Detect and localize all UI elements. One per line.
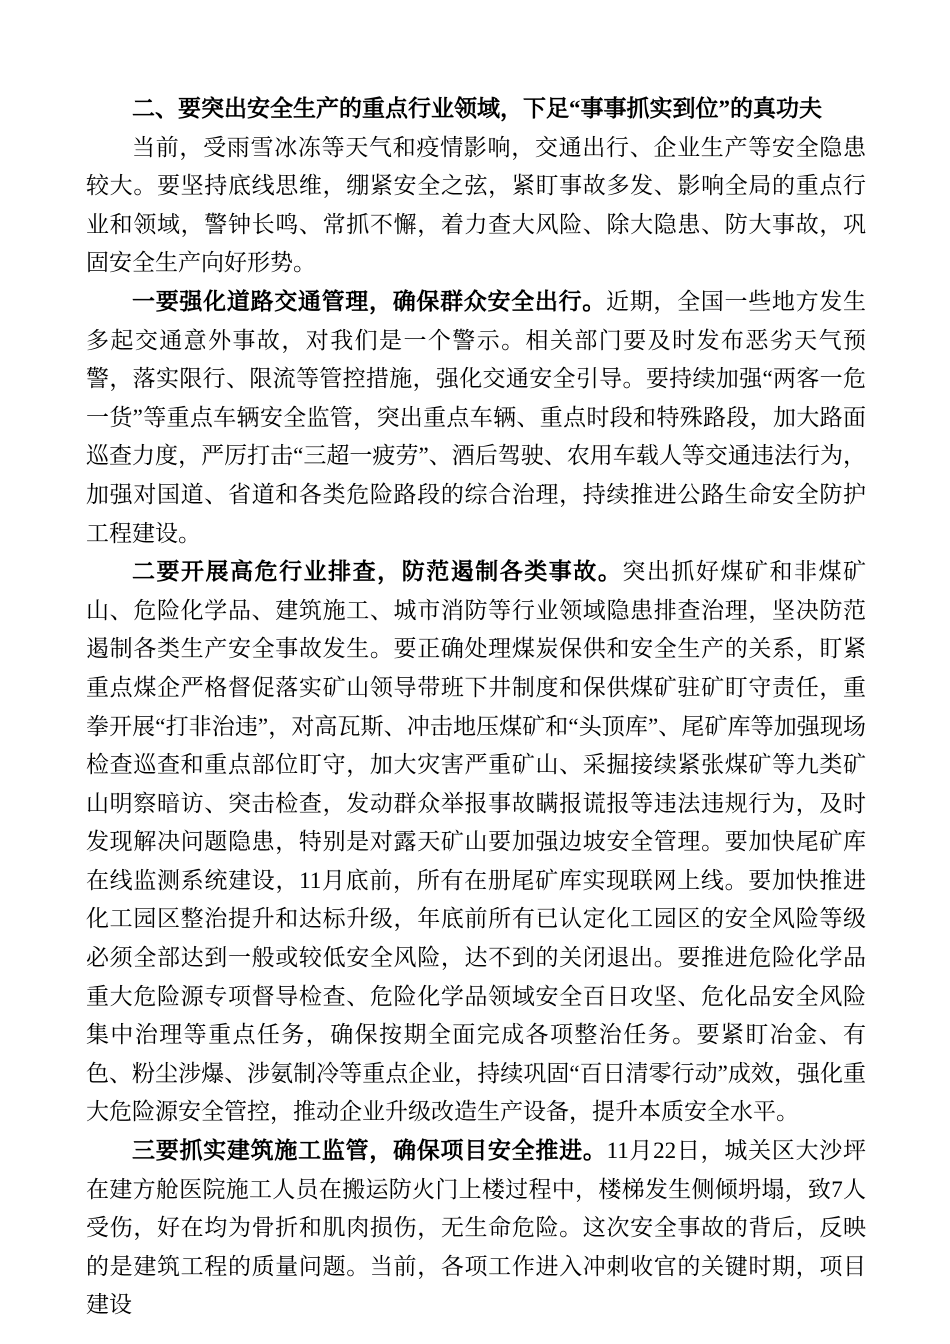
paragraph-body: 突出抓好煤矿和非煤矿山、危险化学品、建筑施工、城市消防等行业领域隐患排查治理，坚决防范遏制各类生产安全事故发生。要正确处理煤炭保供和安全生产的关系，盯紧重点煤企严格督促落实矿山领导带班下井制度和保供煤矿驻矿盯守责任，重拳开展“打非治违”，对高瓦斯、冲击地压煤矿和“头顶库”、尾矿库等加强现场检查巡查和重点部位盯守，加大灾害严重矿山、采掘接续紧张煤矿等九类矿山明察暗访、突击检查，发动群众举报事故瞒报谎报等违法违规行为，及时发现解决问题隐患，特别是对露天矿山要加强边坡安全管理。要加快尾矿库在线监测系统建设，11月底前，所有在册尾矿库实现联网上线。要加快推进化工园区整治提升和达标升级，年底前所有已认定化工园区的安全风险等级必须全部达到一般或较低安全风险，达不到的关闭退出。要推进危险化学品重大危险源专项督导检查、危险化学品领域安全百日攻坚、危化品安全风险集中治理等重点任务，确保按期全面完成各项整治任务。要紧盯冶金、有色、粉尘涉爆、涉氨制冷等重点企业，持续巩固“百日清零行动”成效，强化重大危险源安全管控，推动企业升级改造生产设备，提升本质安全水平。 xyxy=(86,559,867,1125)
paragraph-point-2 xyxy=(86,553,866,1132)
paragraph-point-1 xyxy=(86,283,866,553)
paragraph-point-3 xyxy=(86,1132,866,1325)
paragraph-intro xyxy=(86,129,866,283)
paragraph-lead: 三要抓实建筑施工监管，确保项目安全推进。 xyxy=(132,1138,607,1164)
section-heading: 二、要突出安全生产的重点行业领域，下足“事事抓实到位”的真功夫 xyxy=(132,96,822,121)
paragraph-body: 11月22日，城关区大沙坪在建方舱医院施工人员在搬运防火门上楼过程中，楼梯发生侧倾坍塌，致7人受伤，好在均为骨折和肌肉损伤，无生命危险。这次安全事故的背后，反映的是建筑工程的质量问题。当前，各项工作进入冲刺收官的关键时期，项目建设 xyxy=(86,1138,866,1318)
paragraph-lead: 二要开展高危行业排查，防范遏制各类事故。 xyxy=(132,559,623,585)
paragraph-body: 近期，全国一些地方发生多起交通意外事故，对我们是一个警示。相关部门要及时发布恶劣天气预警，落实限行、限流等管控措施，强化交通安全引导。要持续加强“两客一危一货”等重点车辆安全监管，突出重点车辆、重点时段和特殊路段，加大路面巡查力度，严厉打击“三超一疲劳”、酒后驾驶、农用车载人等交通违法行为，加强对国道、省道和各类危险路段的综合治理，持续推进公路生命安全防护工程建设。 xyxy=(86,288,867,546)
paragraph-body: 当前，受雨雪冰冻等天气和疫情影响，交通出行、企业生产等安全隐患较大。要坚持底线思维，绷紧安全之弦，紧盯事故多发、影响全局的重点行业和领域，警钟长鸣、常抓不懈，着力查大风险、除大隐患、防大事故，巩固安全生产向好形势。 xyxy=(86,134,866,276)
paragraph-lead: 一要强化道路交通管理，确保群众安全出行。 xyxy=(132,288,606,314)
